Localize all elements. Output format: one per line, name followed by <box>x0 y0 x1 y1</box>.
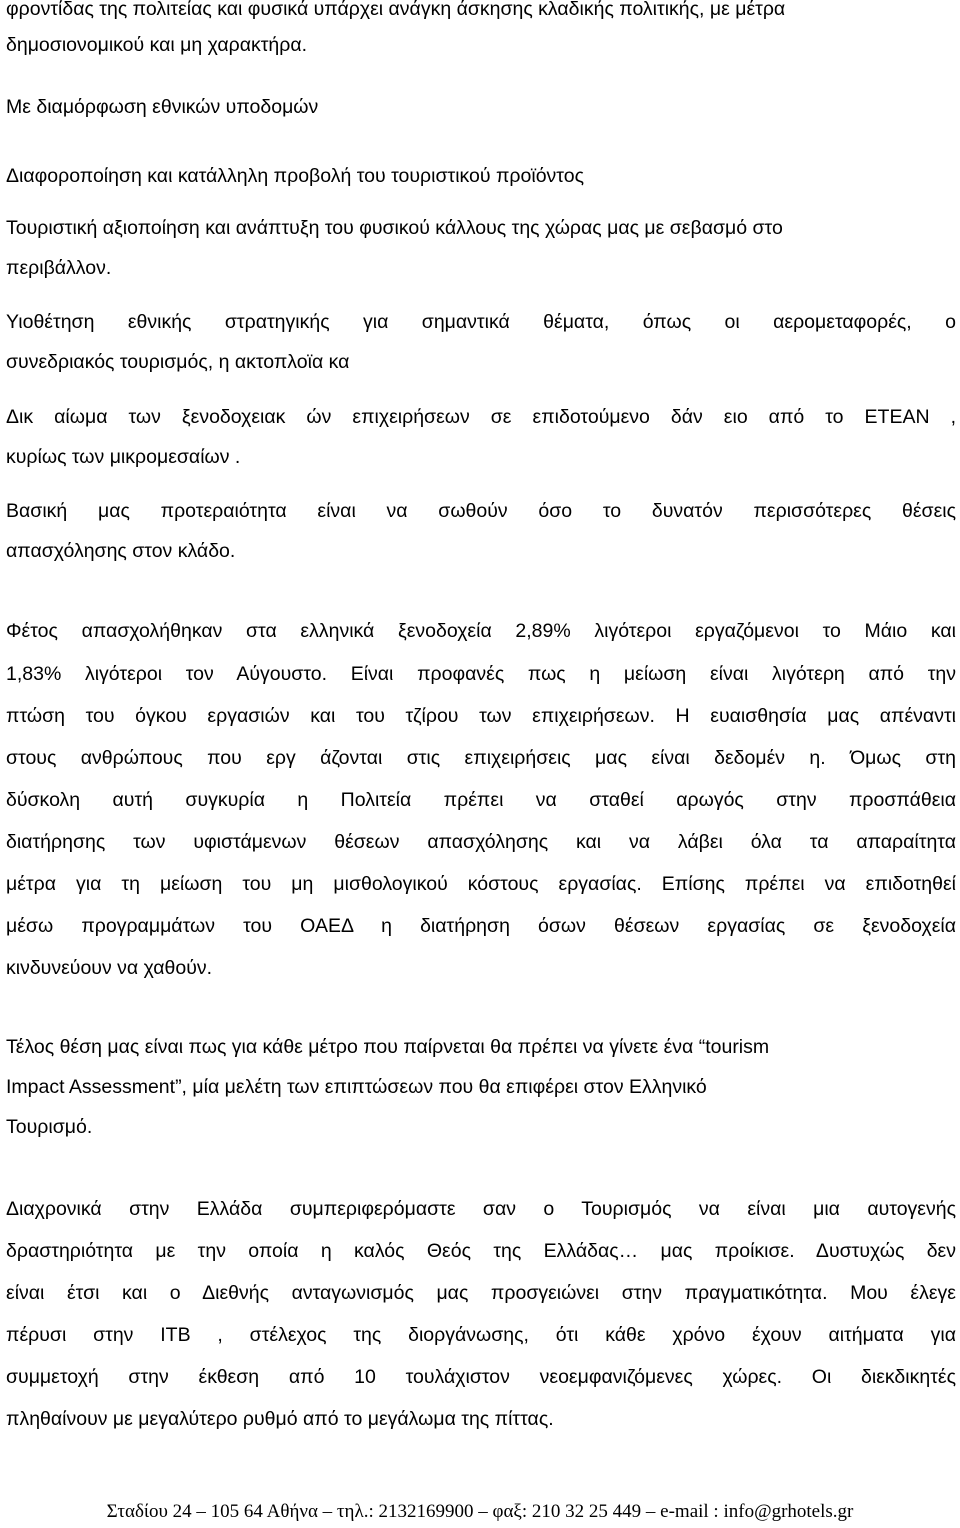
paragraph-line: πληθαίνουν με μεγαλύτερο ρυθμό από το μεγάλωμα της πίττας. <box>6 1408 554 1430</box>
paragraph-line: δραστηριότητα με την οποία η καλός Θεός της Ελλάδας… μας προίκισε. Δυστυχώς δεν <box>6 1240 956 1262</box>
paragraph-line: πτώση του όγκου εργασιών και του τζίρου των επιχειρήσεων. Η ευαισθησία μας απέναντι <box>6 705 956 727</box>
paragraph-line: Βασική μας προτεραιότητα είναι να σωθούν όσο το δυνατόν περισσότερες θέσεις <box>6 500 956 522</box>
paragraph-line: μέσω προγραμμάτων του ΟΑΕΔ η διατήρηση όσων θέσεων εργασίας σε ξενοδοχεία <box>6 915 956 937</box>
bullet-item: Υιοθέτηση εθνικής στρατηγικής για σημαντικά θέματα, όπως οι αερομεταφορές, ο <box>6 311 956 333</box>
text-line: δημοσιονομικού και μη χαρακτήρα. <box>6 34 308 56</box>
bullet-item: Διαφοροποίηση και κατάλληλη προβολή του τουριστικού προϊόντος <box>6 165 584 187</box>
bullet-item-continuation: κυρίως των μικρομεσαίων . <box>6 446 241 468</box>
paragraph-line: Τουρισμό. <box>6 1116 93 1138</box>
bullet-item: Δικ αίωμα των ξενοδοχειακ ών επιχειρήσεων σε επιδοτούμενο δάν ειο από το ΕΤΕΑΝ , <box>6 406 956 428</box>
bullet-item-continuation: περιβάλλον. <box>6 257 112 279</box>
page-footer: Σταδίου 24 – 105 64 Αθήνα – τηλ.: 2132169900 – φαξ: 210 32 25 449 – e-mail : info@grhotels.gr <box>106 1501 854 1522</box>
bullet-item: Με διαμόρφωση εθνικών υποδομών <box>6 96 319 118</box>
paragraph-line: διατήρησης των υφιστάμενων θέσεων απασχόλησης και να λάβει όλα τα απαραίτητα <box>6 831 956 853</box>
paragraph-line: στους ανθρώπους που εργ άζονται στις επιχειρήσεις μας είναι δεδομέν η. Όμως στη <box>6 747 956 769</box>
bullet-item-continuation: συνεδριακός τουρισμός, η ακτοπλοϊα κα <box>6 351 350 373</box>
paragraph-line: κινδυνεύουν να χαθούν. <box>6 957 213 979</box>
paragraph-line: πέρυσι στην ΙΤΒ , στέλεχος της διοργάνωσης, ότι κάθε χρόνο έχουν αιτήματα για <box>6 1324 956 1346</box>
paragraph-line: Διαχρονικά στην Ελλάδα συμπεριφερόμαστε σαν ο Τουρισμός να είναι μια αυτογενής <box>6 1198 956 1220</box>
paragraph-line: δύσκολη αυτή συγκυρία η Πολιτεία πρέπει να σταθεί αρωγός στην προσπάθεια <box>6 789 956 811</box>
bullet-item: Τουριστική αξιοποίηση και ανάπτυξη του φυσικού κάλλους της χώρας μας με σεβασμό στο <box>6 217 783 239</box>
paragraph-line: απασχόλησης στον κλάδο. <box>6 540 236 562</box>
paragraph-line: μέτρα για τη μείωση του μη μισθολογικού κόστους εργασίας. Επίσης πρέπει να επιδοτηθεί <box>6 873 956 895</box>
paragraph-line: συμμετοχή στην έκθεση από 10 τουλάχιστον νεοεμφανιζόμενες χώρες. Οι διεκδικητές <box>6 1366 956 1388</box>
paragraph-line: Τέλος θέση μας είναι πως για κάθε μέτρο που παίρνεται θα πρέπει να γίνετε ένα “tourism <box>6 1036 770 1058</box>
paragraph-line: 1,83% λιγότεροι τον Αύγουστο. Είναι προφανές πως η μείωση είναι λιγότερη από την <box>6 663 956 685</box>
paragraph-line: Impact Assessment”, μία μελέτη των επιπτώσεων που θα επιφέρει στον Ελληνικό <box>6 1076 707 1098</box>
text-line: φροντίδας της πολιτείας και φυσικά υπάρχει ανάγκη άσκησης κλαδικής πολιτικής, με μέτρα <box>6 0 786 20</box>
paragraph-line: είναι έτσι και ο Διεθνής ανταγωνισμός μας προσγειώνει στην πραγματικότητα. Μου έλεγε <box>6 1282 956 1304</box>
paragraph-line: Φέτος απασχολήθηκαν στα ελληνικά ξενοδοχεία 2,89% λιγότεροι εργαζόμενοι το Μάιο και <box>6 620 956 642</box>
